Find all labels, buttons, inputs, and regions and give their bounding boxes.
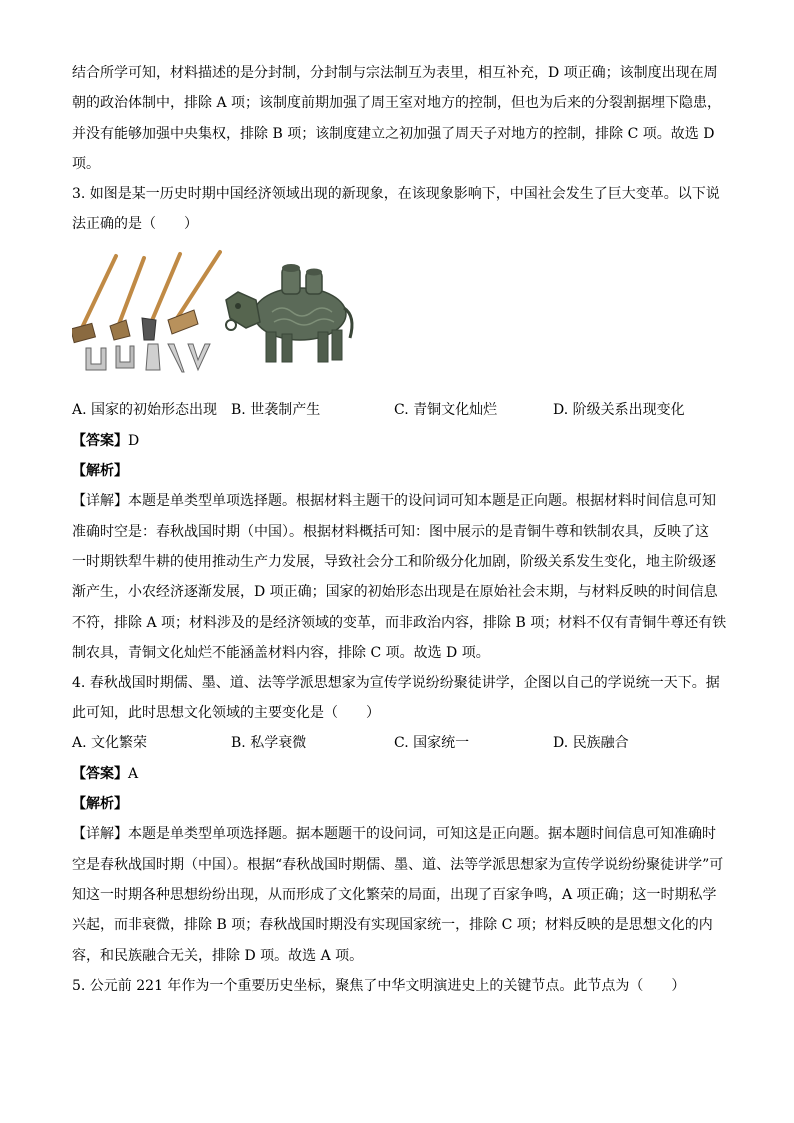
- question-3-analysis-heading: [72, 456, 722, 486]
- analysis-tag: 【解析】: [72, 463, 128, 480]
- text-line: 容，和民族融合无关，排除 D 项。故选 A 项。: [72, 947, 364, 964]
- text-line: 渐产生，小农经济逐渐发展，D 项正确；国家的初始形态出现是在原始社会末期，与材料反映的时间信息: [72, 584, 718, 601]
- text-line: 5. 公元前 221 年作为一个重要历史坐标，聚焦了中华文明演进史上的关键节点。此节点为（ ）: [72, 977, 686, 994]
- bronze-ox-zun-image: [222, 252, 362, 370]
- option-c: C. 国家统一: [394, 734, 470, 751]
- question-4-detail: [72, 819, 722, 970]
- answer-tag: 【答案】: [72, 432, 128, 449]
- text-line: 不符，排除 A 项；材料涉及的是经济领域的变革，而非政治内容，排除 B 项；材料不仅有青铜牛尊还有铁: [72, 614, 727, 631]
- iron-farm-tools-image: [72, 248, 222, 373]
- option-d: D. 阶级关系出现变化: [553, 401, 685, 418]
- text-line: 【详解】本题是单类型单项选择题。根据材料主题干的设问词可知本题是正向题。根据材料时间信息可知: [72, 493, 716, 510]
- answer-value: A: [128, 765, 139, 782]
- text-line: 【详解】本题是单类型单项选择题。据本题题干的设问词，可知这是正向题。据本题时间信息可知准确时: [72, 826, 716, 843]
- option-b: B. 私学衰微: [231, 734, 307, 751]
- text-line: 3. 如图是某一历史时期中国经济领域出现的新现象，在该现象影响下，中国社会发生了巨大变革。以下说: [72, 186, 720, 203]
- option-d: D. 民族融合: [553, 734, 629, 751]
- question-3-figure: [72, 248, 722, 378]
- text-line: 一时期铁犁牛耕的使用推动生产力发展，导致社会分工和阶级分化加剧，阶级关系发生变化，地主阶级逐: [72, 553, 716, 570]
- question-4-analysis-heading: [72, 789, 722, 819]
- text-line: 项。: [72, 155, 100, 172]
- question-3-stem: [72, 179, 722, 240]
- text-line: 兴起，而非衰微，排除 B 项；春秋战国时期没有实现国家统一，排除 C 项；材料反映的是思想文化的内: [72, 917, 713, 934]
- previous-answer-analysis: [72, 58, 722, 179]
- analysis-tag: 【解析】: [72, 796, 128, 813]
- option-a: A. 国家的初始形态出现: [72, 401, 218, 418]
- question-4-options: [72, 729, 722, 759]
- document-page: [72, 58, 727, 1001]
- question-3-options: [72, 396, 722, 426]
- text-line: 朝的政治体制中，排除 A 项；该制度前期加强了周王室对地方的控制，但也为后来的分裂割据埋下隐患，: [72, 95, 722, 112]
- option-a: A. 文化繁荣: [72, 734, 148, 751]
- text-line: 并没有能够加强中央集权，排除 B 项；该制度建立之初加强了周天子对地方的控制，排除 C 项。故选 D: [72, 125, 715, 142]
- text-line: 制农具，青铜文化灿烂不能涵盖材料内容，排除 C 项。故选 D 项。: [72, 644, 490, 661]
- text-line: 结合所学可知，材料描述的是分封制，分封制与宗法制互为表里，相互补充，D 项正确；该制度出现在周: [72, 65, 718, 81]
- question-4-answer: [72, 759, 722, 789]
- option-b: B. 世袭制产生: [231, 401, 321, 418]
- question-3-answer: [72, 426, 722, 456]
- question-5-stem: [72, 971, 722, 1001]
- answer-tag: 【答案】: [72, 765, 128, 782]
- text-line: 此可知，此时思想文化领域的主要变化是（ ）: [72, 705, 380, 722]
- question-4-stem: [72, 668, 722, 729]
- question-3-detail: [72, 486, 727, 668]
- text-line: 知这一时期各种思想纷纷出现，从而形成了文化繁荣的局面，出现了百家争鸣，A 项正确；这一时期私学: [72, 886, 717, 903]
- text-line: 法正确的是（ ）: [72, 216, 198, 233]
- text-line: 空是春秋战国时期（中国）。根据“春秋战国时期儒、墨、道、法等学派思想家为宣传学说纷纷聚徒讲学”可: [72, 856, 724, 873]
- option-c: C. 青铜文化灿烂: [394, 401, 498, 418]
- text-line: 4. 春秋战国时期儒、墨、道、法等学派思想家为宣传学说纷纷聚徒讲学，企图以自己的学说统一天下。据: [72, 675, 720, 692]
- text-line: 准确时空是：春秋战国时期（中国）。根据材料概括可知：图中展示的是青铜牛尊和铁制农具，反映了这: [72, 523, 709, 540]
- answer-value: D: [128, 432, 140, 449]
